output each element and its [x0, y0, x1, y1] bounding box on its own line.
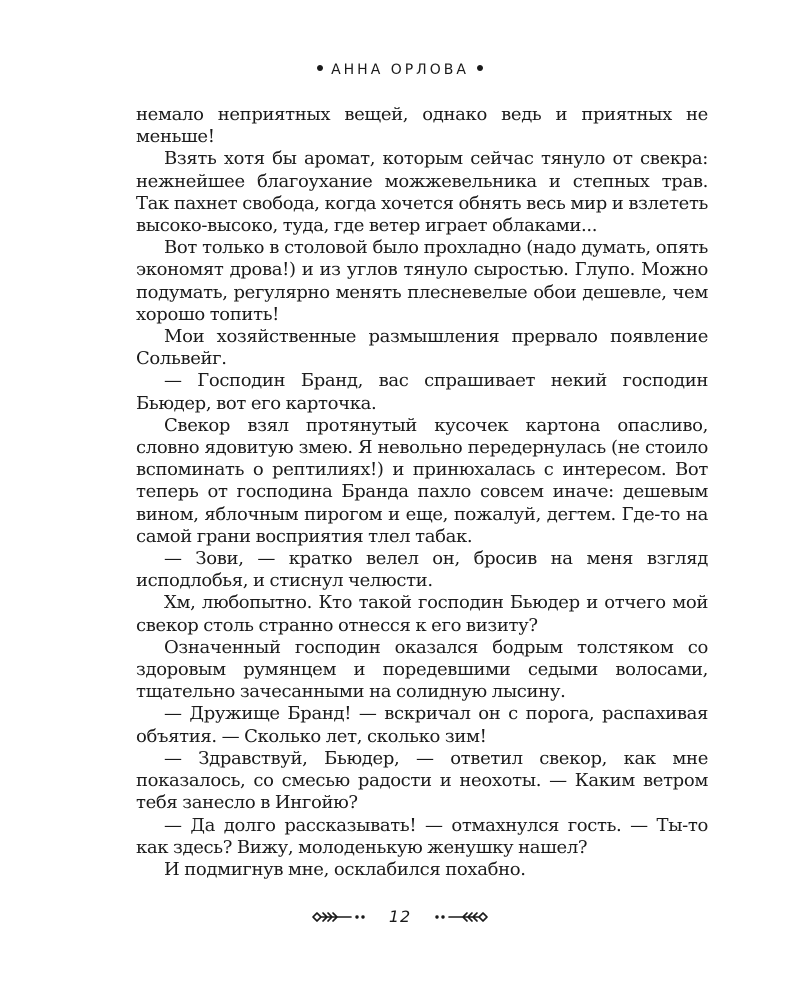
paragraph: И подмигнув мне, осклабился похабно. [164, 858, 526, 880]
bullet-ornament-right [477, 65, 483, 71]
paragraph: Взять хотя бы аромат, которым сейчас тянуло от свекра: нежнейшее благоухание можжевельника и степных трав. Так пахнет свобода, когда хочется обнять весь мир и взлететь высоко-высоко, туда, где ветер играет облаками... [136, 148, 708, 237]
paragraph: Хм, любопытно. Кто такой господин Бьюдер и отчего мой свекор столь странно отнесся к его визиту? [136, 592, 708, 636]
bullet-ornament-left [317, 65, 323, 71]
running-head [0, 62, 800, 78]
paragraph: Свекор взял протянутый кусочек картона опасливо, словно ядовитую змею. Я невольно передернулась (не стоило вспоминать о рептилиях!) и принюхалась с интересом. Вот теперь от господина Бранда пахло совсем иначе: дешевым вином, яблочным пирогом и еще, пожалуй, дегтем. Где-то на самой грани восприятия тлел табак. [136, 414, 708, 547]
paragraph: — Дружище Бранд! — вскричал он с порога, распахивая объятия. — Сколько лет, сколько зим! [136, 703, 708, 747]
arrow-ornament-left-icon [311, 909, 381, 925]
page-footer [0, 906, 800, 926]
page-number: 12 [388, 907, 412, 926]
paragraph: Означенный господин оказался бодрым толстяком со здоровым румянцем и поредевшими седыми волосами, тщательно зачесанными на солидную лысину. [136, 636, 708, 703]
paragraph: Вот только в столовой было прохладно (надо думать, опять экономят дрова!) и из углов тянуло сыростью. Глупо. Можно подумать, регулярно менять плесневелые обои дешевле, чем хорошо топить! [136, 237, 708, 325]
arrow-ornament-right-icon [419, 909, 489, 925]
body-text [136, 104, 708, 881]
running-title: АННА ОРЛОВА [331, 62, 469, 78]
paragraph: — Господин Бранд, вас спрашивает некий господин Бьюдер, вот его карточка. [136, 370, 708, 414]
paragraph: — Здравствуй, Бьюдер, — ответил свекор, как мне показалось, со смесью радости и неохоты. — Каким ветром тебя занесло в Ингойю? [136, 747, 708, 814]
paragraph: — Да долго рассказывать! — отмахнулся гость. — Ты-то как здесь? Вижу, молоденькую женушку нашел? [136, 814, 708, 858]
paragraph: Мои хозяйственные размышления прервало появление Сольвейг. [136, 326, 708, 370]
paragraph: — Зови, — кратко велел он, бросив на меня взгляд исподлобья, и стиснул челюсти. [136, 548, 708, 592]
paragraph: немало неприятных вещей, однако ведь и приятных не меньше! [136, 104, 708, 148]
